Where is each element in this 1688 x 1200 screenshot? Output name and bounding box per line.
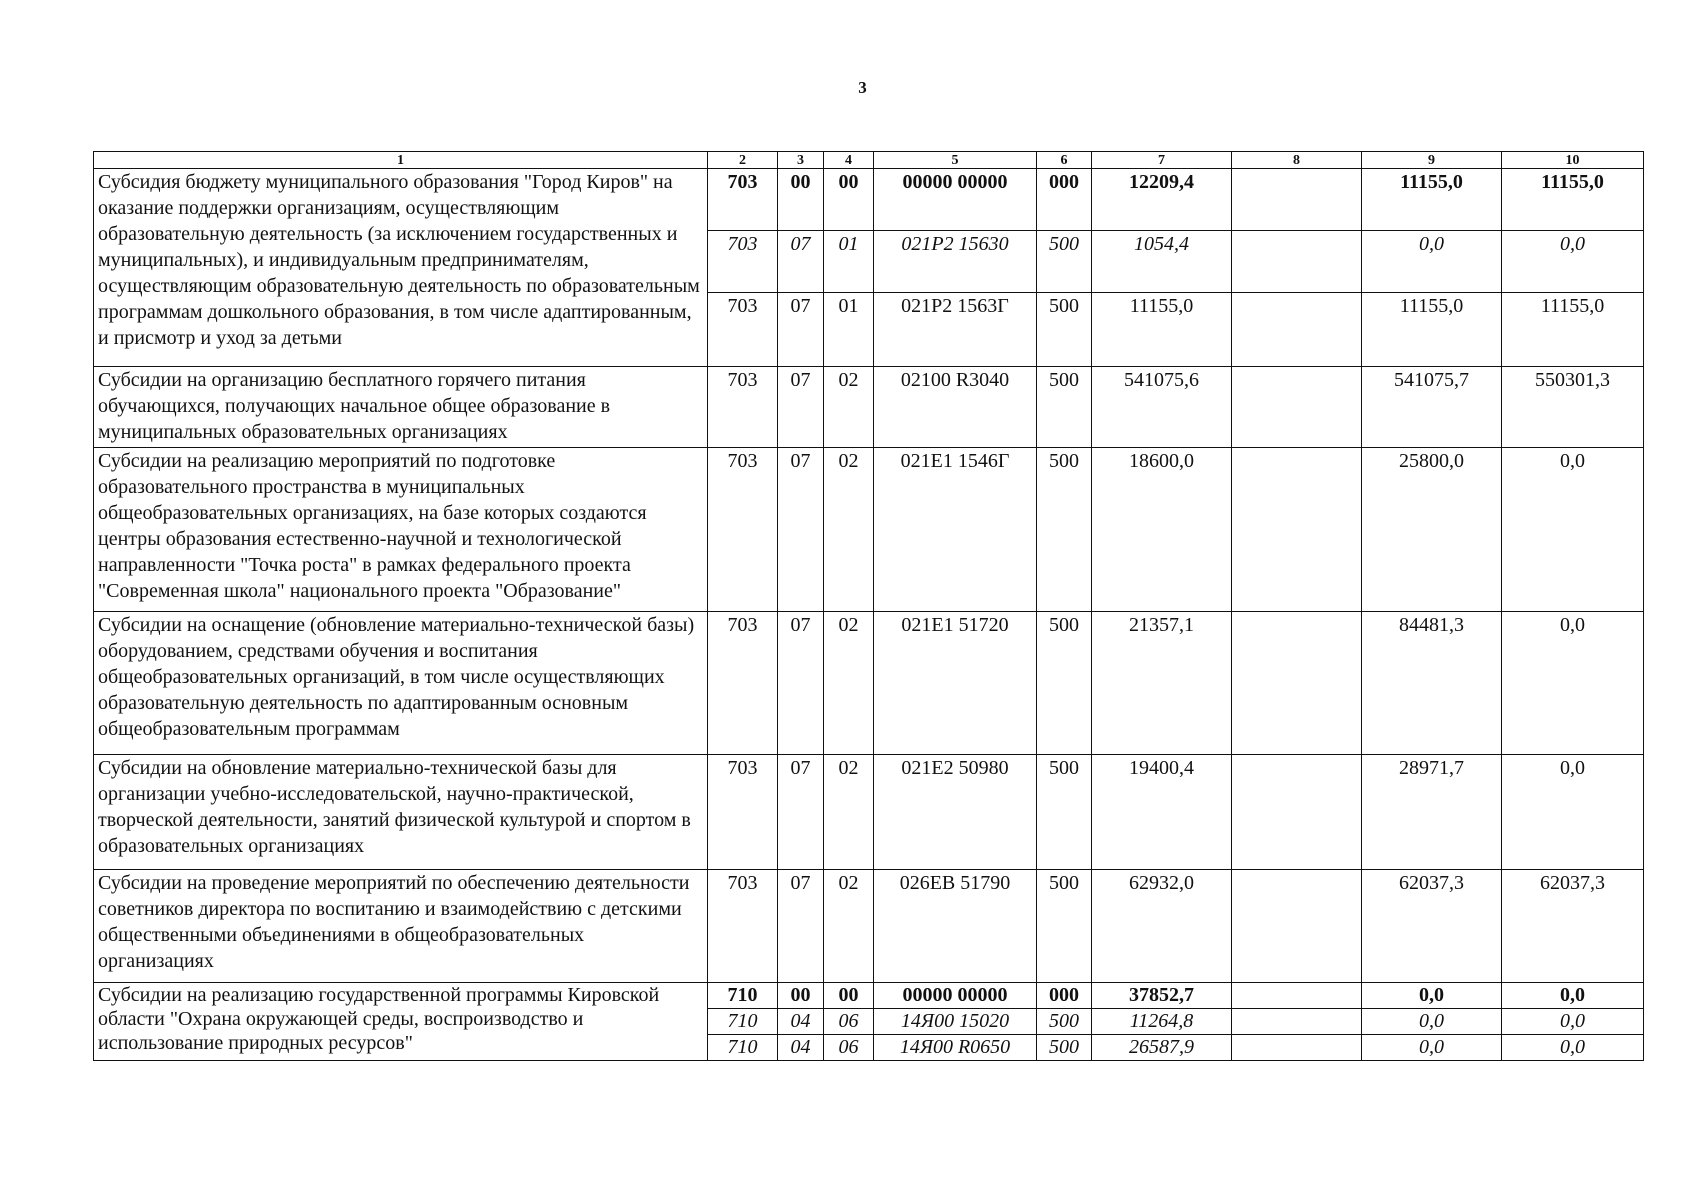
table-row	[94, 612, 1644, 755]
row-description: Субсидии на организацию бесплатного горячего питания обучающихся, получающих начальное общее образование в муниципальных образовательных организациях	[94, 367, 708, 448]
cell-value-7: 62932,0	[1092, 870, 1232, 983]
cell-code-6: 500	[1037, 612, 1092, 755]
cell-value-10: 0,0	[1502, 612, 1644, 755]
cell-value-10: 0,0	[1502, 983, 1644, 1009]
cell-code-4: 01	[824, 231, 874, 293]
column-header: 10	[1502, 152, 1644, 169]
cell-code-4: 00	[824, 169, 874, 231]
cell-code-5: 021E2 50980	[874, 755, 1037, 870]
cell-code-2: 703	[708, 169, 778, 231]
cell-code-5: 021E1 1546Г	[874, 448, 1037, 612]
cell-code-3: 04	[778, 1035, 824, 1061]
cell-value-8	[1232, 448, 1362, 612]
column-header: 7	[1092, 152, 1232, 169]
cell-code-3: 07	[778, 612, 824, 755]
row-description: Субсидии на проведение мероприятий по обеспечению деятельности советников директора по воспитанию и взаимодействию с детскими общественными объединениями в общеобразовательных организациях	[94, 870, 708, 983]
budget-table	[93, 151, 1644, 1061]
table-row	[94, 169, 1644, 231]
cell-value-10: 0,0	[1502, 755, 1644, 870]
cell-code-4: 06	[824, 1009, 874, 1035]
cell-value-10: 11155,0	[1502, 293, 1644, 367]
cell-code-5: 021E1 51720	[874, 612, 1037, 755]
table-row	[94, 755, 1644, 870]
cell-value-8	[1232, 293, 1362, 367]
cell-code-4: 02	[824, 870, 874, 983]
cell-code-3: 07	[778, 293, 824, 367]
cell-value-9: 11155,0	[1362, 169, 1502, 231]
cell-code-5: 021P2 1563Г	[874, 293, 1037, 367]
cell-code-4: 00	[824, 983, 874, 1009]
cell-value-7: 21357,1	[1092, 612, 1232, 755]
table-row	[94, 870, 1644, 983]
cell-code-4: 02	[824, 448, 874, 612]
page-number: 3	[858, 78, 867, 97]
cell-value-7: 1054,4	[1092, 231, 1232, 293]
cell-code-3: 07	[778, 231, 824, 293]
cell-code-5: 14Я00 R0650	[874, 1035, 1037, 1061]
cell-code-2: 703	[708, 367, 778, 448]
cell-code-5: 021P2 15630	[874, 231, 1037, 293]
cell-code-2: 703	[708, 755, 778, 870]
cell-value-10: 0,0	[1502, 1035, 1644, 1061]
cell-code-3: 04	[778, 1009, 824, 1035]
cell-code-2: 703	[708, 870, 778, 983]
cell-value-9: 25800,0	[1362, 448, 1502, 612]
cell-value-7: 11155,0	[1092, 293, 1232, 367]
row-description: Субсидии на обновление материально-технической базы для организации учебно-исследовательской, научно-практической, творческой деятельности, занятий физической культурой и спортом в образовательных организациях	[94, 755, 708, 870]
cell-code-6: 000	[1037, 169, 1092, 231]
cell-value-7: 12209,4	[1092, 169, 1232, 231]
cell-value-9: 0,0	[1362, 1009, 1502, 1035]
column-header: 5	[874, 152, 1037, 169]
cell-code-6: 500	[1037, 448, 1092, 612]
cell-value-8	[1232, 169, 1362, 231]
cell-value-7: 18600,0	[1092, 448, 1232, 612]
cell-code-4: 01	[824, 293, 874, 367]
cell-code-5: 14Я00 15020	[874, 1009, 1037, 1035]
cell-code-4: 02	[824, 612, 874, 755]
cell-code-6: 500	[1037, 293, 1092, 367]
cell-code-6: 500	[1037, 870, 1092, 983]
cell-value-8	[1232, 755, 1362, 870]
cell-code-2: 703	[708, 612, 778, 755]
column-header: 3	[778, 152, 824, 169]
cell-value-10: 11155,0	[1502, 169, 1644, 231]
cell-code-5: 026ЕВ 51790	[874, 870, 1037, 983]
cell-code-6: 000	[1037, 983, 1092, 1009]
cell-value-9: 11155,0	[1362, 293, 1502, 367]
column-header: 2	[708, 152, 778, 169]
cell-code-6: 500	[1037, 1035, 1092, 1061]
cell-code-6: 500	[1037, 367, 1092, 448]
column-header: 8	[1232, 152, 1362, 169]
table-row	[94, 448, 1644, 612]
cell-code-2: 703	[708, 293, 778, 367]
cell-code-4: 02	[824, 367, 874, 448]
cell-code-6: 500	[1037, 755, 1092, 870]
cell-value-8	[1232, 367, 1362, 448]
cell-code-2: 710	[708, 983, 778, 1009]
cell-value-10: 0,0	[1502, 231, 1644, 293]
cell-code-4: 02	[824, 755, 874, 870]
cell-value-9: 0,0	[1362, 231, 1502, 293]
row-description: Субсидии на реализацию мероприятий по подготовке образовательного пространства в муниципальных общеобразовательных организациях, на базе которых создаются центры образования естественно-научной и технологической направленности "Точка роста" в рамках федерального проекта "Современная школа" национального проекта "Образование"	[94, 448, 708, 612]
cell-value-8	[1232, 1009, 1362, 1035]
row-description: Субсидии на оснащение (обновление материально-технической базы) оборудованием, средствами обучения и воспитания общеобразовательных организаций, в том числе осуществляющих образовательную деятельность по адаптированным основным общеобразовательным программам	[94, 612, 708, 755]
cell-value-9: 84481,3	[1362, 612, 1502, 755]
row-description: Субсидия бюджету муниципального образования "Город Киров" на оказание поддержки организациям, осуществляющим образовательную деятельность (за исключением государственных и муниципальных), и индивидуальным предпринимателям, осуществляющим образовательную деятельность по образовательным программам дошкольного образования, в том числе адаптированным, и присмотр и уход за детьми	[94, 169, 708, 367]
cell-value-8	[1232, 1035, 1362, 1061]
cell-value-7: 37852,7	[1092, 983, 1232, 1009]
cell-code-4: 06	[824, 1035, 874, 1061]
cell-value-10: 62037,3	[1502, 870, 1644, 983]
cell-code-5: 02100 R3040	[874, 367, 1037, 448]
cell-code-3: 00	[778, 983, 824, 1009]
cell-value-10: 0,0	[1502, 448, 1644, 612]
cell-value-9: 62037,3	[1362, 870, 1502, 983]
cell-code-2: 703	[708, 231, 778, 293]
cell-value-10: 0,0	[1502, 1009, 1644, 1035]
cell-code-6: 500	[1037, 1009, 1092, 1035]
cell-code-3: 07	[778, 367, 824, 448]
cell-value-9: 0,0	[1362, 1035, 1502, 1061]
cell-code-2: 710	[708, 1035, 778, 1061]
cell-value-10: 550301,3	[1502, 367, 1644, 448]
cell-value-9: 28971,7	[1362, 755, 1502, 870]
cell-value-8	[1232, 983, 1362, 1009]
cell-value-8	[1232, 612, 1362, 755]
cell-value-8	[1232, 231, 1362, 293]
column-header: 9	[1362, 152, 1502, 169]
row-description: Субсидии на реализацию государственной программы Кировской области "Охрана окружающей среды, воспроизводство и использование природных ресурсов"	[94, 983, 708, 1061]
cell-code-5: 00000 00000	[874, 169, 1037, 231]
cell-code-3: 07	[778, 755, 824, 870]
column-header: 6	[1037, 152, 1092, 169]
cell-code-5: 00000 00000	[874, 983, 1037, 1009]
cell-value-7: 19400,4	[1092, 755, 1232, 870]
table-row	[94, 367, 1644, 448]
cell-value-7: 11264,8	[1092, 1009, 1232, 1035]
column-header: 4	[824, 152, 874, 169]
cell-code-3: 07	[778, 870, 824, 983]
cell-code-2: 710	[708, 1009, 778, 1035]
cell-value-7: 26587,9	[1092, 1035, 1232, 1061]
cell-value-9: 541075,7	[1362, 367, 1502, 448]
cell-value-8	[1232, 870, 1362, 983]
table-header	[94, 152, 1644, 169]
cell-value-7: 541075,6	[1092, 367, 1232, 448]
cell-code-6: 500	[1037, 231, 1092, 293]
table-row	[94, 983, 1644, 1009]
column-header: 1	[94, 152, 708, 169]
cell-code-3: 00	[778, 169, 824, 231]
cell-value-9: 0,0	[1362, 983, 1502, 1009]
cell-code-2: 703	[708, 448, 778, 612]
cell-code-3: 07	[778, 448, 824, 612]
